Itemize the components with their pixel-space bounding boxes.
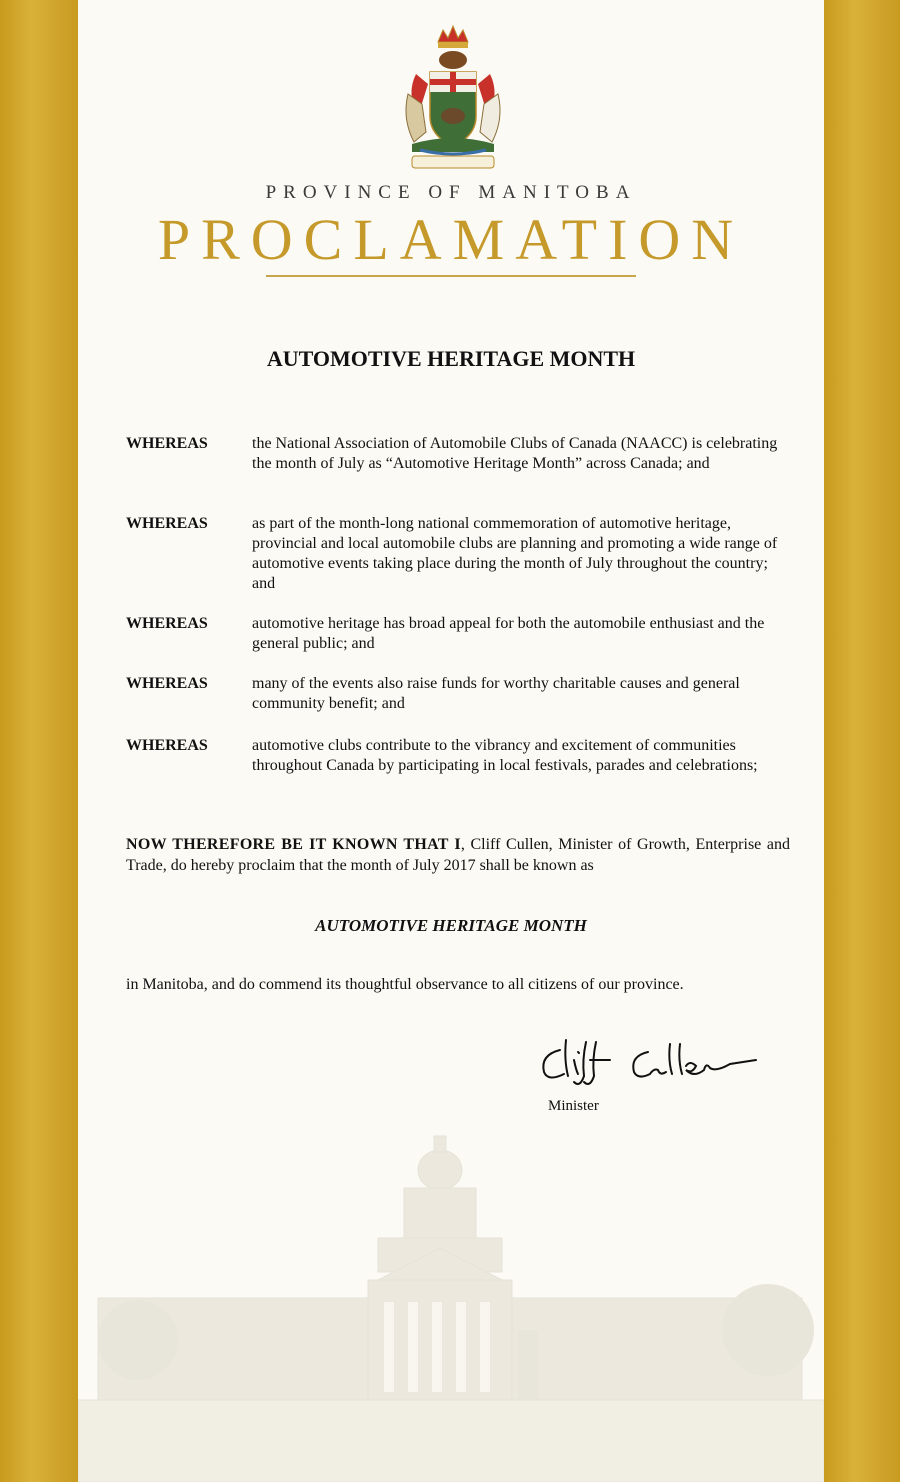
province-heading: PROVINCE OF MANITOBA [265, 182, 637, 203]
clause-text: many of the events also raise funds for worthy charitable causes and general community benefit; and [252, 675, 740, 712]
proclamation-page [78, 0, 824, 1482]
clause-text: automotive heritage has broad appeal for both the automobile enthusiast and the general public; and [252, 615, 765, 652]
proclamation-body: , Cliff Cullen, Minister of Growth, Enterprise and Trade, do hereby proclaim that the month of July 2017 shall be known as [126, 836, 790, 874]
clause-keyword: WHEREAS [126, 515, 208, 532]
clause-text: the National Association of Automobile Clubs of Canada (NAACC) is celebrating the month of July as “Automotive Heritage Month” across Canada; and [252, 435, 778, 472]
clause-keyword: WHEREAS [126, 737, 208, 754]
proclamation-lead: NOW THEREFORE BE IT KNOWN THAT I [126, 836, 461, 853]
clause-text: automotive clubs contribute to the vibrancy and excitement of communities throughout Canada by participating in local festivals, parades and celebrations; [252, 737, 758, 774]
proclaimed-name: AUTOMOTIVE HERITAGE MONTH [315, 916, 587, 935]
proclamation-heading: PROCLAMATION [157, 207, 745, 272]
signatory-title: Minister [548, 1098, 599, 1114]
clause-keyword: WHEREAS [126, 615, 208, 632]
handwritten-signature [530, 1030, 770, 1090]
gold-border-left [0, 0, 78, 1482]
closing-statement: in Manitoba, and do commend its thoughtful observance to all citizens of our province. [126, 976, 684, 993]
gold-border-right [824, 0, 900, 1482]
clause-keyword: WHEREAS [126, 675, 208, 692]
manitoba-coat-of-arms [398, 24, 508, 174]
proclamation-statement [126, 834, 790, 876]
clause-text: as part of the month-long national commemoration of automotive heritage, provincial and local automobile clubs are planning and promoting a wide range of automotive events taking place during the month of July throughout the country; and [252, 515, 778, 592]
legislative-building-watermark [78, 1130, 824, 1482]
heading-divider [266, 275, 636, 277]
document-title: AUTOMOTIVE HERITAGE MONTH [266, 346, 636, 371]
clause-keyword: WHEREAS [126, 435, 208, 452]
